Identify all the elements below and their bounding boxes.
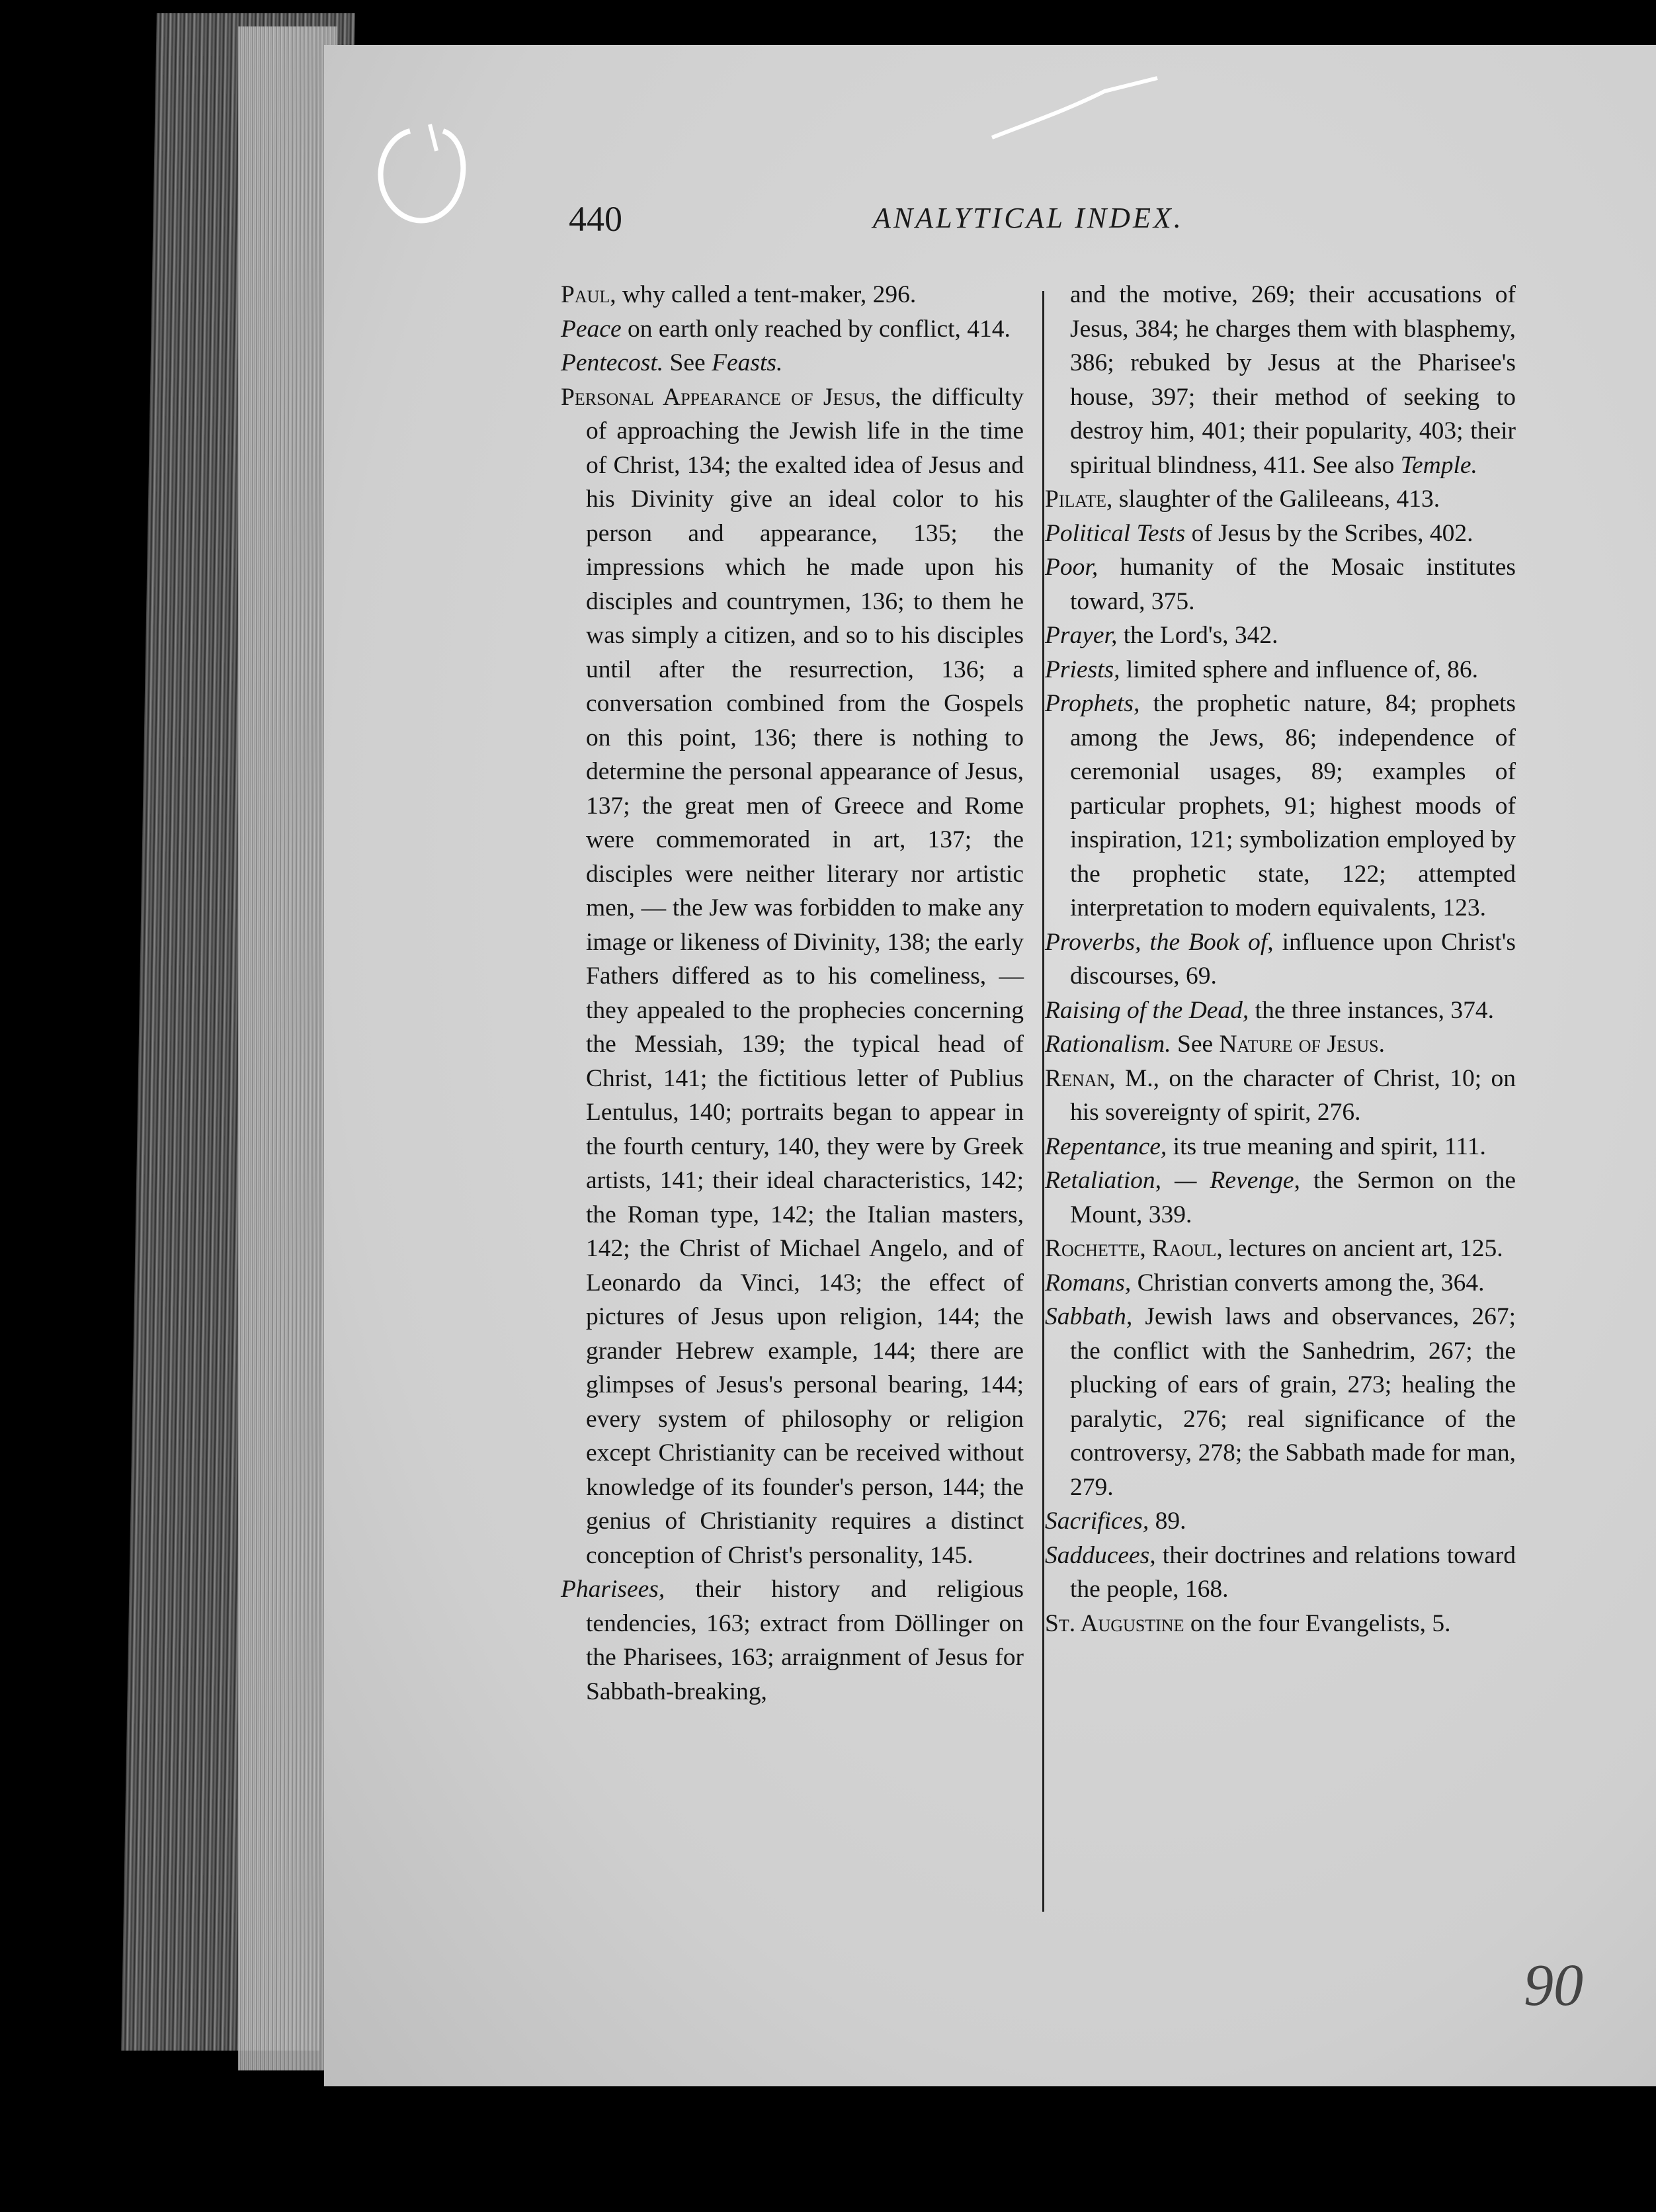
handwritten-folio-note: 90 bbox=[1524, 1953, 1583, 2018]
index-entry-text: their history and religious tendencies, 163; extract from Döllinger on the Pharisees, 163; arraignment of Jesus for Sabbath-breaking, bbox=[586, 1576, 1024, 1705]
index-entry-text: on the character of Christ, 10; on his sovereignty of spirit, 276. bbox=[1070, 1064, 1516, 1126]
index-entry bbox=[561, 380, 1024, 1573]
index-entry bbox=[1045, 1607, 1516, 1641]
index-entry-text: the Sermon on the Mount, 339. bbox=[1070, 1167, 1516, 1228]
index-entry bbox=[1045, 1164, 1516, 1232]
index-entry-heading: Retaliation, — Revenge, bbox=[1045, 1167, 1300, 1194]
index-entry bbox=[1045, 517, 1516, 551]
index-cross-reference: Temple. bbox=[1400, 451, 1477, 479]
index-entry bbox=[1045, 925, 1516, 994]
index-entry-text: 89. bbox=[1149, 1508, 1186, 1535]
index-entry bbox=[1045, 687, 1516, 925]
index-entry bbox=[1045, 1539, 1516, 1607]
index-entry-text: why called a tent-maker, 296. bbox=[616, 281, 917, 308]
index-entry-heading: Peace bbox=[561, 315, 622, 343]
index-cross-reference: Nature of Jesus. bbox=[1219, 1031, 1385, 1058]
index-entry bbox=[1045, 618, 1516, 653]
index-entry-text: their doctrines and relations toward the people, 168. bbox=[1070, 1541, 1516, 1603]
index-entry bbox=[561, 346, 1024, 380]
index-entry bbox=[1045, 1300, 1516, 1504]
index-entry-text: its true meaning and spirit, 111. bbox=[1167, 1132, 1486, 1160]
index-entry bbox=[561, 1572, 1024, 1709]
index-entry-text: of Jesus by the Scribes, 402. bbox=[1185, 519, 1473, 547]
index-entry-heading: Rationalism. bbox=[1045, 1031, 1171, 1058]
index-entry-heading: Political Tests bbox=[1045, 519, 1186, 547]
index-entry bbox=[1045, 1027, 1516, 1062]
pen-scribble-mark bbox=[370, 111, 489, 243]
index-entry bbox=[1045, 1130, 1516, 1164]
index-entry-heading: Proverbs, the Book of, bbox=[1045, 928, 1274, 956]
index-entry bbox=[561, 278, 1024, 312]
index-entry-heading: Prayer, bbox=[1045, 622, 1118, 649]
index-entry-heading: Repentance, bbox=[1045, 1132, 1167, 1160]
index-entry-text: Christian converts among the, 364. bbox=[1131, 1269, 1485, 1297]
book-page-edges-light bbox=[238, 26, 337, 2070]
index-entry bbox=[1045, 653, 1516, 687]
index-entry-text: limited sphere and influence of, 86. bbox=[1120, 656, 1479, 683]
index-entry bbox=[1045, 1266, 1516, 1300]
index-entry bbox=[561, 312, 1024, 347]
index-entry-heading: Sabbath, bbox=[1045, 1303, 1133, 1330]
index-entry-text: humanity of the Mosaic institutes toward, 375. bbox=[1070, 554, 1516, 615]
index-entry-heading: St. Augustine bbox=[1045, 1609, 1184, 1637]
index-entry bbox=[1045, 1232, 1516, 1266]
index-entry-text: influence upon Christ's discourses, 69. bbox=[1070, 928, 1516, 990]
index-entry-heading: Rochette, Raoul, bbox=[1045, 1235, 1223, 1262]
index-entry-heading: Pharisees, bbox=[561, 1576, 665, 1603]
index-entry bbox=[1045, 278, 1516, 482]
index-entry bbox=[1045, 550, 1516, 618]
index-entry-heading: Renan, M., bbox=[1045, 1064, 1160, 1092]
index-entry-text: the three instances, 374. bbox=[1249, 996, 1495, 1024]
index-entry-heading: Poor, bbox=[1045, 554, 1098, 581]
index-entry bbox=[1045, 1504, 1516, 1539]
index-cross-reference: Feasts. bbox=[712, 349, 783, 376]
index-entry-text: on earth only reached by conflict, 414. bbox=[621, 315, 1011, 343]
index-entry-heading: Personal Appearance of Jesus, bbox=[561, 383, 882, 411]
index-entry-heading: Pilate, bbox=[1045, 486, 1113, 513]
index-entry-heading: Romans, bbox=[1045, 1269, 1132, 1297]
index-column-left bbox=[561, 278, 1024, 1709]
index-entry bbox=[1045, 1062, 1516, 1130]
index-entry-heading: Sacrifices, bbox=[1045, 1508, 1149, 1535]
index-entry-text: and the motive, 269; their accusations of Jesus, 384; he charges them with blasphemy, 386; rebuked by Jesus at the Pharisee's house, 397; their method of seeking to destroy him, 401; their popularity, 403; their spiritual blindness, 411. See also bbox=[1070, 281, 1516, 479]
index-entry-text: on the four Evangelists, 5. bbox=[1184, 1609, 1451, 1637]
index-entry-text: slaughter of the Galileeans, 413. bbox=[1112, 486, 1440, 513]
index-entry bbox=[1045, 994, 1516, 1028]
column-divider bbox=[1042, 291, 1044, 1912]
index-column-right bbox=[1045, 278, 1516, 1640]
index-entry-text: the prophetic nature, 84; prophets among the Jews, 86; independence of ceremonial usages, 89; examples of particular prophets, 91; highest moods of inspiration, 121; symbolization employed by the prophetic state, 122; attempted interpretation to modern equivalents, 123. bbox=[1070, 690, 1516, 921]
index-entry-text: the difficulty of approaching the Jewish life in the time of Christ, 134; the exalted idea of Jesus and his Divinity give an ideal color to his person and appearance, 135; the impressions which he made upon his disciples and countrymen, 136; to them he was simply a citizen, and so to his disciples until after the resurrection, 136; a conversation combined from the Gospels on this point, 136; there is nothing to determine the personal appearance of Jesus, 137; the great men of Greece and Rome were commemorated in art, 137; the disciples were neither literary nor artistic men, — the Jew was forbidden to make any image or likeness of Divinity, 138; the early Fathers differed as to his comeliness, — they appealed to the prophecies concerning the Messiah, 139; the typical head of Christ, 141; the fictitious letter of Publius Lentulus, 140; portraits began to appear in the fourth century, 140, they were by Greek artists, 141; their ideal characteristics, 142; the Roman type, 142; the Italian masters, 142; the Christ of Michael Angelo, and of Leonardo da Vinci, 143; the effect of pictures of Jesus upon religion, 144; the grander Hebrew example, 144; there are glimpses of Jesus's personal bearing, 144; every system of philosophy or religion except Christianity can be received without knowledge of its founder's person, 144; the genius of Christianity requires a distinct conception of Christ's personality, 145. bbox=[586, 383, 1024, 1569]
index-entry-text: the Lord's, 342. bbox=[1117, 622, 1278, 649]
running-head-title: ANALYTICAL INDEX. bbox=[873, 202, 1184, 234]
page-number: 440 bbox=[569, 199, 622, 239]
index-entry bbox=[1045, 482, 1516, 517]
index-entry-heading: Pentecost. bbox=[561, 349, 664, 376]
index-entry-heading: Paul, bbox=[561, 281, 616, 308]
pen-stroke-mark bbox=[985, 71, 1171, 151]
index-entry-text: See bbox=[1171, 1031, 1220, 1058]
index-entry-heading: Priests, bbox=[1045, 656, 1120, 683]
index-entry-text: lectures on ancient art, 125. bbox=[1222, 1235, 1503, 1262]
index-entry-heading: Prophets, bbox=[1045, 690, 1140, 717]
index-entry-heading: Raising of the Dead, bbox=[1045, 996, 1249, 1024]
index-entry-text: Jewish laws and observances, 267; the conflict with the Sanhedrim, 267; the plucking of ears of grain, 273; healing the paralytic, 276; real significance of the controversy, 278; the Sabbath made for man, 279. bbox=[1070, 1303, 1516, 1501]
index-entry-heading: Sadducees, bbox=[1045, 1541, 1156, 1569]
index-entry-text: See bbox=[663, 349, 712, 376]
